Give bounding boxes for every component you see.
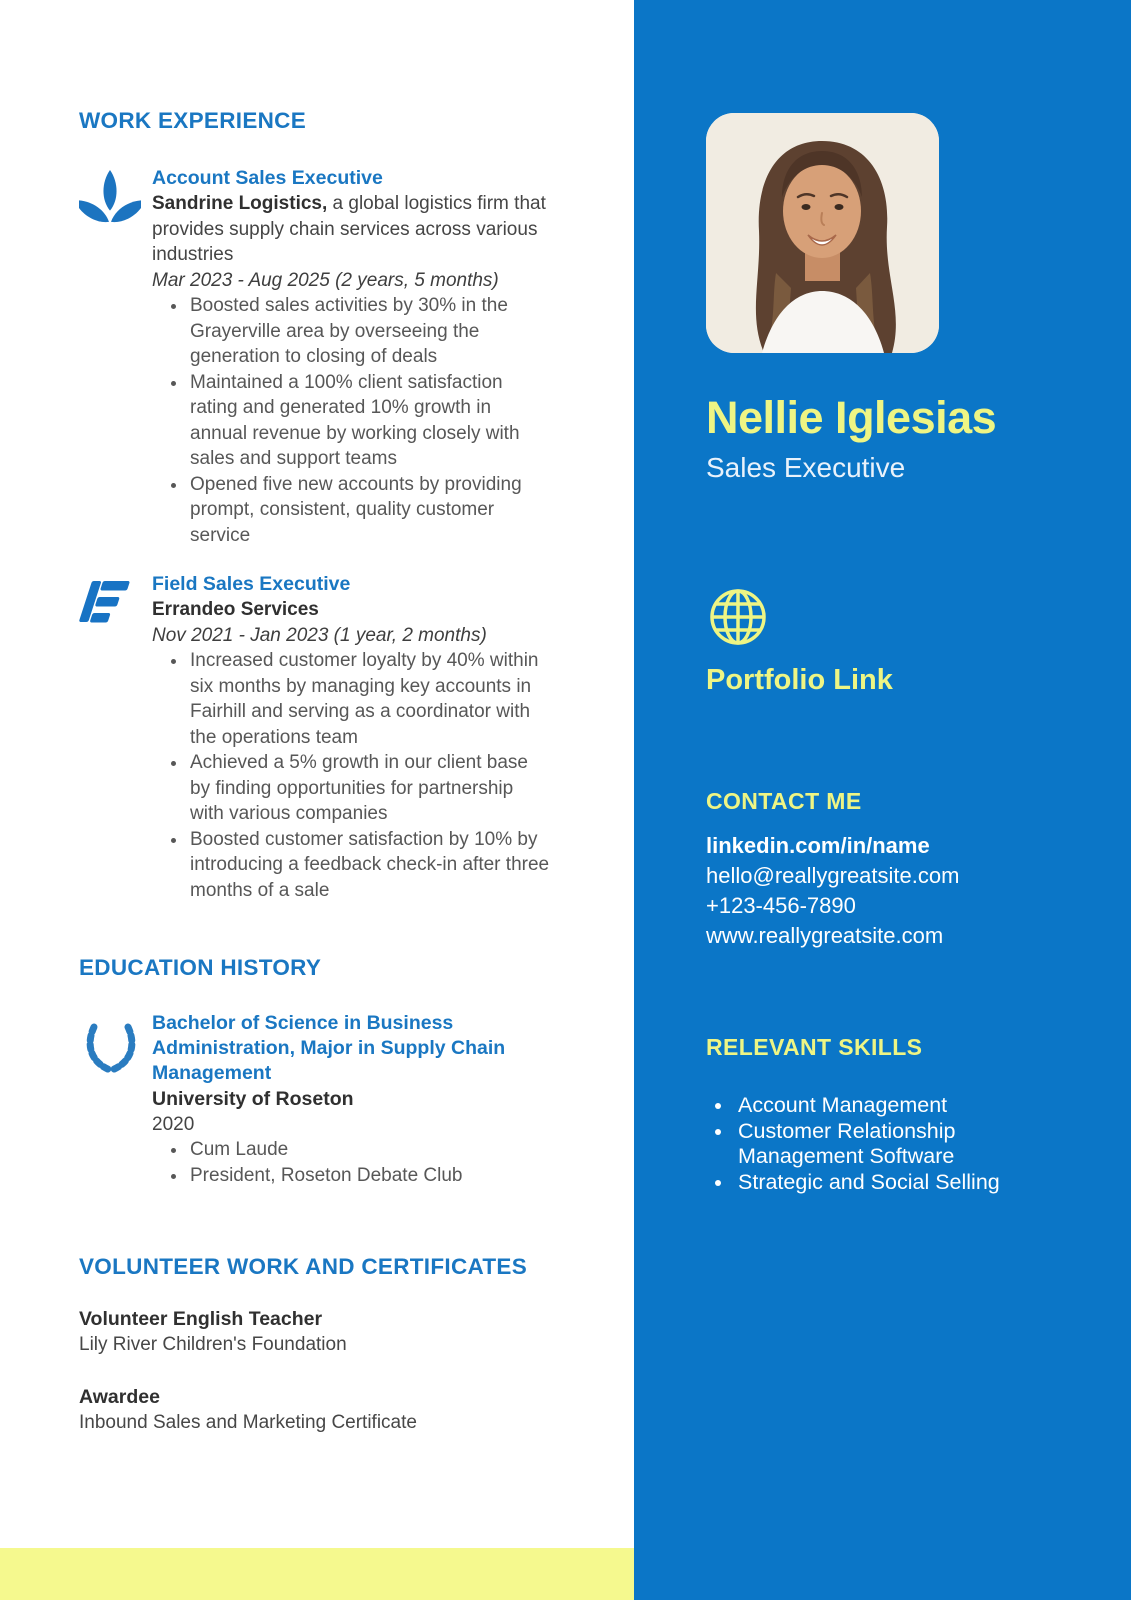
email-link[interactable]: hello@reallygreatsite.com <box>706 863 960 888</box>
website-link[interactable]: www.reallygreatsite.com <box>706 923 944 948</box>
work-experience-section <box>79 108 634 903</box>
footer-accent-bar <box>0 1548 634 1600</box>
job-bullet: • Increased customer loyalty by 40% within six months by managing key accounts in Fairhill and serving as a coordinator with the operations team <box>188 648 552 750</box>
portfolio-link[interactable]: Portfolio Link <box>706 664 893 696</box>
degree-title: Bachelor of Science in Business Administration, Major in Supply Chain Management <box>152 1012 506 1084</box>
education-entry <box>79 1011 634 1188</box>
education-bullet: • Cum Laude <box>188 1137 552 1163</box>
laurel-wreath-icon <box>79 1064 143 1081</box>
job-company: Errandeo Services <box>152 599 319 620</box>
job-bullet: • Maintained a 100% client satisfaction rating and generated 10% growth in annual revenue by working closely with sales and support teams <box>188 370 552 472</box>
linkedin-link[interactable]: linkedin.com/in/name <box>706 833 930 858</box>
volunteer-section <box>79 1254 634 1436</box>
job-entry-sandrine <box>79 166 634 548</box>
skills-heading: RELEVANT SKILLS <box>706 1034 923 1060</box>
person-name: Nellie Iglesias <box>706 392 997 443</box>
volunteer-entry <box>79 1306 634 1358</box>
profile-photo <box>706 113 939 353</box>
job-bullet-list <box>152 648 552 903</box>
stylized-e-icon <box>79 615 133 632</box>
volunteer-heading: VOLUNTEER WORK AND CERTIFICATES <box>79 1254 528 1279</box>
phone-link[interactable]: +123-456-7890 <box>706 893 856 918</box>
volunteer-org: Lily River Children's Foundation <box>79 1334 347 1355</box>
skills-list <box>706 1093 1036 1195</box>
job-bullet: • Achieved a 5% growth in our client base by finding opportunities for partnership with various companies <box>188 750 552 827</box>
graduation-year: 2020 <box>152 1114 195 1135</box>
job-bullet: • Boosted sales activities by 30% in the Grayerville area by overseeing the generation to closing of deals <box>188 293 552 370</box>
job-bullet: • Opened five new accounts by providing prompt, consistent, quality customer service <box>188 472 552 549</box>
person-role: Sales Executive <box>706 452 906 483</box>
job-title: Account Sales Executive <box>152 167 383 189</box>
job-bullet: • Boosted customer satisfaction by 10% by introducing a feedback check-in after three months of a sale <box>188 827 552 904</box>
volunteer-title: Volunteer English Teacher <box>79 1308 323 1330</box>
job-dates: Nov 2021 - Jan 2023 (1 year, 2 months) <box>152 624 487 646</box>
job-entry-errandeo <box>79 572 634 903</box>
volunteer-org: Inbound Sales and Marketing Certificate <box>79 1412 417 1433</box>
skill-item: • Strategic and Social Selling <box>734 1170 1036 1196</box>
education-heading: EDUCATION HISTORY <box>79 955 322 980</box>
work-experience-heading: WORK EXPERIENCE <box>79 108 307 133</box>
job-dates: Mar 2023 - Aug 2025 (2 years, 5 months) <box>152 269 499 291</box>
volunteer-title: Awardee <box>79 1386 160 1408</box>
contact-heading: CONTACT ME <box>706 788 862 814</box>
sidebar <box>634 0 1131 1600</box>
education-bullet-list <box>152 1137 552 1188</box>
school-name: University of Roseton <box>152 1088 354 1110</box>
volunteer-entry <box>79 1384 634 1436</box>
education-bullet: • President, Roseton Debate Club <box>188 1163 552 1189</box>
education-section <box>79 955 634 1188</box>
skill-item: • Customer Relationship Management Software <box>734 1119 1036 1170</box>
globe-icon <box>706 585 770 649</box>
contact-block <box>706 831 1131 951</box>
job-company: Sandrine Logistics, a global logistics firm that provides supply chain services across various industries <box>152 193 546 265</box>
job-title: Field Sales Executive <box>152 573 351 595</box>
skill-item: • Account Management <box>734 1093 1036 1119</box>
job-bullet-list <box>152 293 552 548</box>
three-leaves-icon <box>79 217 141 234</box>
